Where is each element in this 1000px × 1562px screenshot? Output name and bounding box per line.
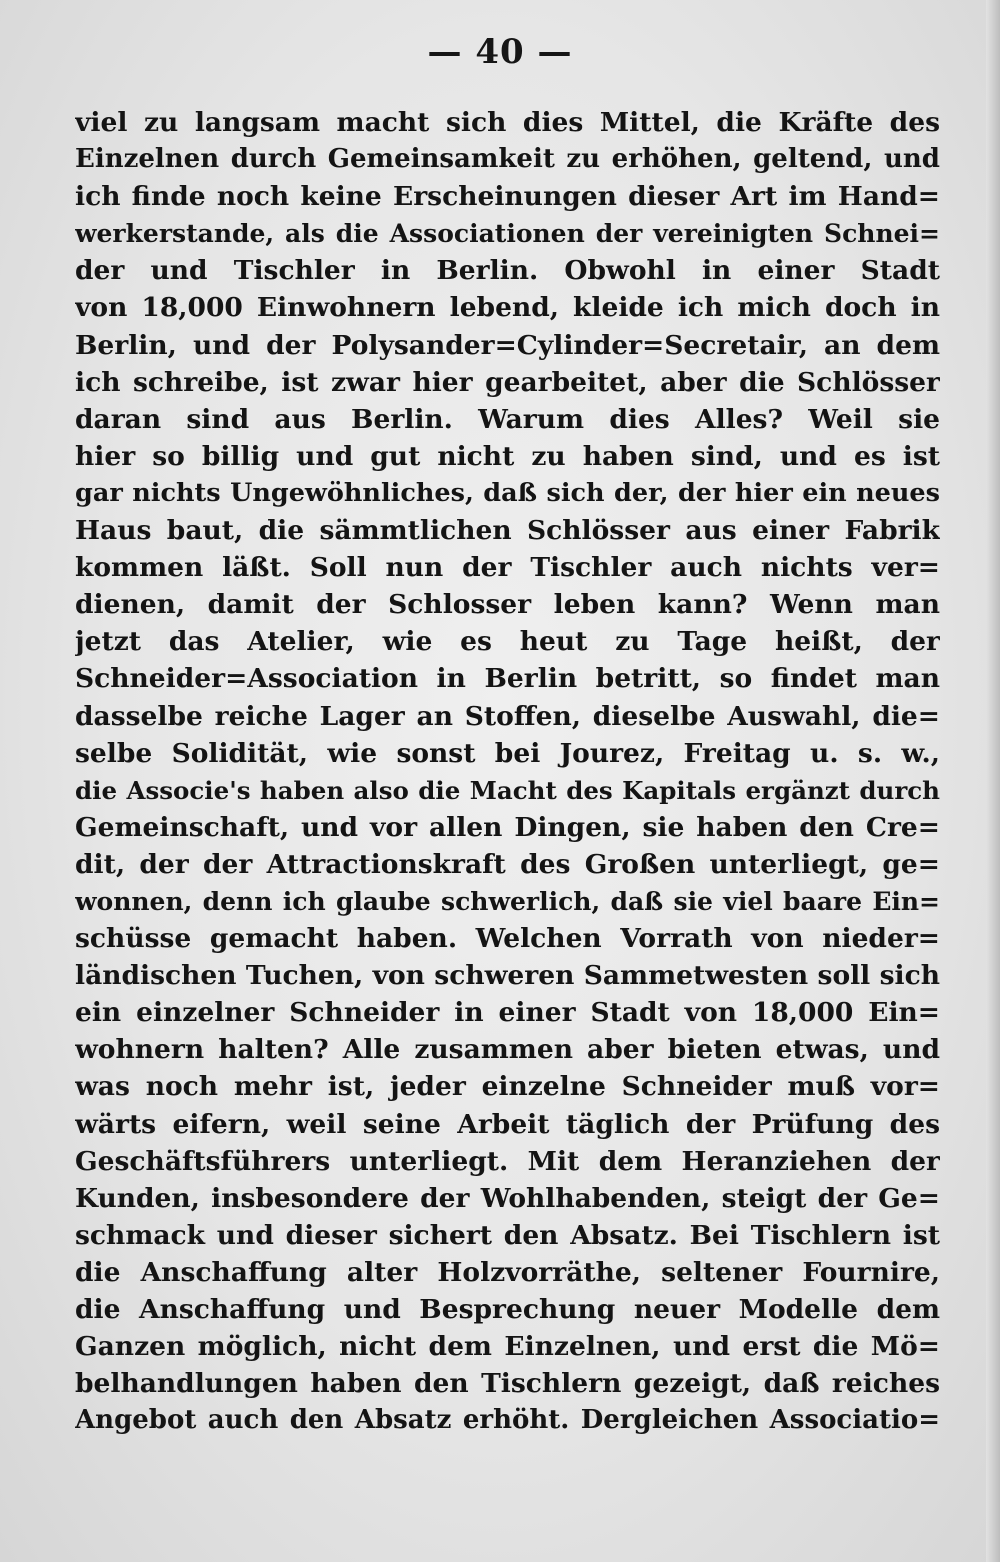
text-line: dit, der der Attractionskraft des Großen unterliegt, ge= xyxy=(75,848,940,880)
text-line: ein einzelner Schneider in einer Stadt von 18,000 Ein= xyxy=(75,997,940,1029)
text-line: schüsse gemacht haben. Welchen Vorrath von nieder= xyxy=(75,923,940,955)
text-line: viel zu langsam macht sich dies Mittel, die Kräfte des xyxy=(75,107,940,138)
text-line: jetzt das Atelier, wie es heut zu Tage heißt, der xyxy=(75,626,940,658)
text-line: Berlin, und der Polysander=Cylinder=Secretair, an dem xyxy=(75,329,940,361)
text-line: Angebot auch den Absatz erhöht. Dergleichen Associatio= xyxy=(75,1405,940,1436)
text-line: Haus baut, die sämmtlichen Schlösser aus einer Fabrik xyxy=(75,515,940,547)
text-line: hier so billig und gut nicht zu haben sind, und es ist xyxy=(75,440,940,472)
text-line: Ganzen möglich, nicht dem Einzelnen, und erst die Mö= xyxy=(75,1331,940,1363)
text-line: der und Tischler in Berlin. Obwohl in einer Stadt xyxy=(75,255,940,287)
text-line: was noch mehr ist, jeder einzelne Schneider muß vor= xyxy=(75,1071,940,1103)
text-line: dasselbe reiche Lager an Stoffen, dieselbe Auswahl, die= xyxy=(75,700,940,732)
text-line: werkerstande, als die Associationen der vereinigten Schnei= xyxy=(75,219,940,249)
text-line: ich schreibe, ist zwar hier gearbeitet, aber die Schlösser xyxy=(75,366,940,398)
text-line: Geschäftsführers unterliegt. Mit dem Heranziehen der xyxy=(75,1145,940,1177)
text-line: wohnern halten? Alle zusammen aber bieten etwas, und xyxy=(75,1034,940,1066)
text-line: kommen läßt. Soll nun der Tischler auch nichts ver= xyxy=(75,552,940,584)
text-line: selbe Solidität, wie sonst bei Jourez, Freitag u. s. w., xyxy=(75,737,940,769)
text-line: Einzelnen durch Gemeinsamkeit zu erhöhen, geltend, und xyxy=(75,144,940,175)
body-text xyxy=(75,104,940,1439)
text-line: ich finde noch keine Erscheinungen dieser Art im Hand= xyxy=(75,181,940,213)
text-line: dienen, damit der Schlosser leben kann? Wenn man xyxy=(75,589,940,621)
text-line: die Anschaffung alter Holzvorräthe, seltener Fournire, xyxy=(75,1256,940,1288)
text-line: daran sind aus Berlin. Warum dies Alles? Weil sie xyxy=(75,403,940,435)
page-edge-shadow xyxy=(986,0,1000,1562)
text-line: die Anschaffung und Besprechung neuer Modelle dem xyxy=(75,1294,940,1325)
page-number: — 40 — xyxy=(427,32,573,72)
text-line: Gemeinschaft, und vor allen Dingen, sie haben den Cre= xyxy=(75,811,940,843)
text-line: schmack und dieser sichert den Absatz. Bei Tischlern ist xyxy=(75,1219,940,1251)
text-line: wärts eifern, weil seine Arbeit täglich der Prüfung des xyxy=(75,1108,940,1140)
text-line: belhandlungen haben den Tischlern gezeigt, daß reiches xyxy=(75,1368,940,1400)
text-line: von 18,000 Einwohnern lebend, kleide ich mich doch in xyxy=(75,292,940,324)
text-line: Kunden, insbesondere der Wohlhabenden, steigt der Ge= xyxy=(75,1182,940,1214)
text-line: wonnen, denn ich glaube schwerlich, daß sie viel baare Ein= xyxy=(75,886,940,916)
text-line: die Associe's haben also die Macht des Kapitals ergänzt durch xyxy=(75,775,940,805)
text-line: ländischen Tuchen, von schweren Sammetwesten soll sich xyxy=(75,960,940,992)
text-line: Schneider=Association in Berlin betritt, so findet man xyxy=(75,663,940,695)
text-line: gar nichts Ungewöhnliches, daß sich der, der hier ein neues xyxy=(75,477,940,508)
